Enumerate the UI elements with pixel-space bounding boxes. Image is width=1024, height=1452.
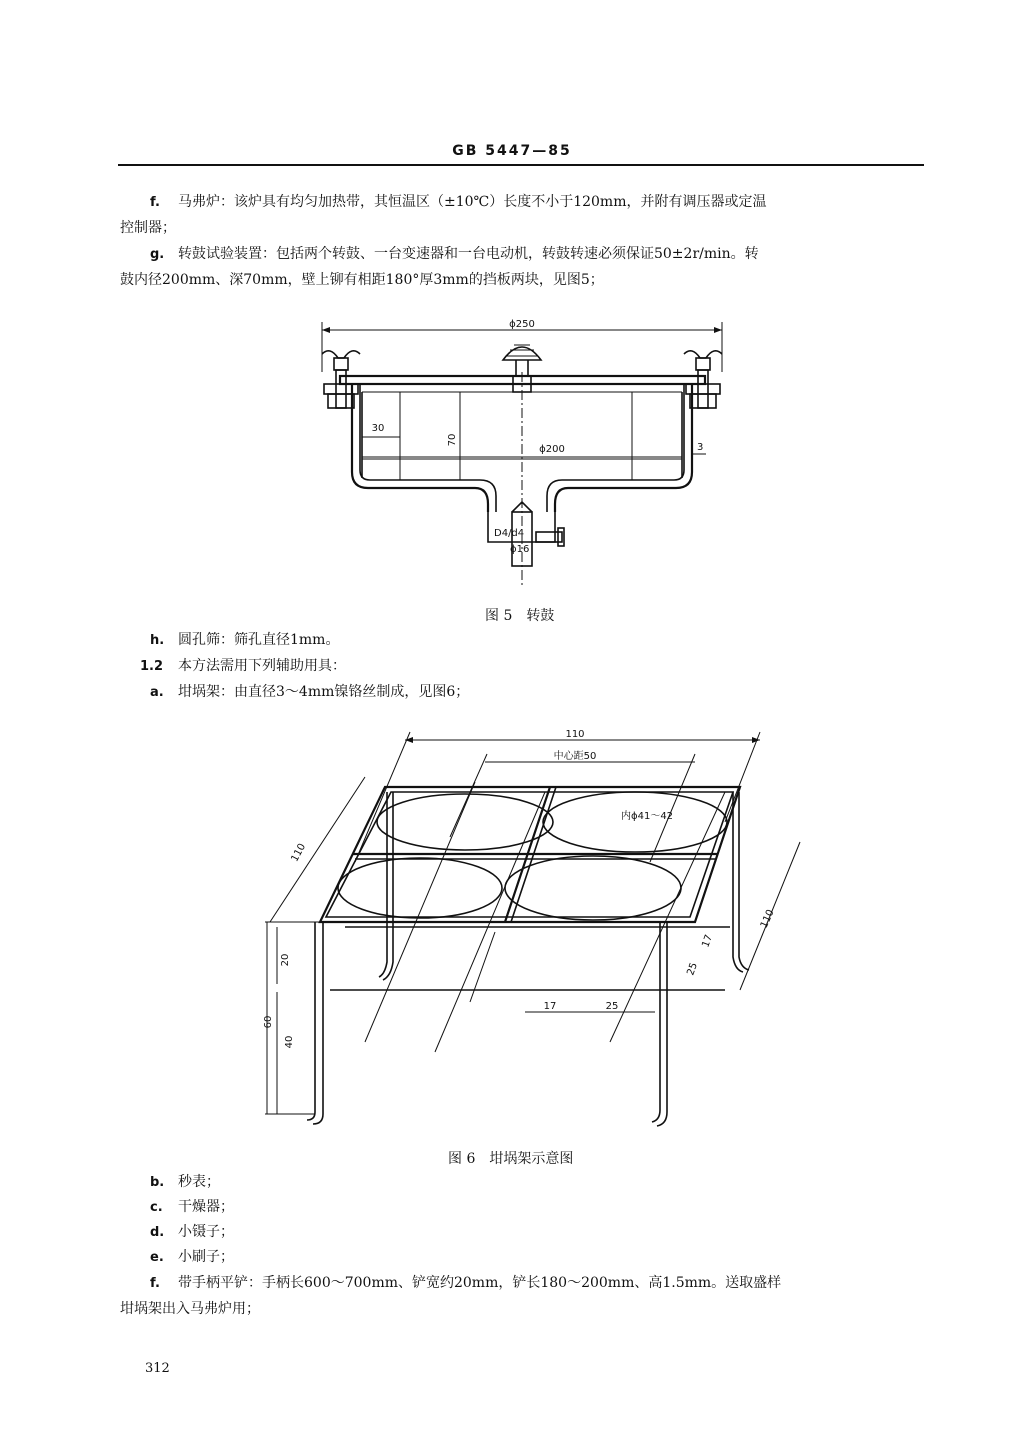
dim-label-3: 3: [697, 442, 704, 453]
item-c-desiccator: [150, 1200, 234, 1214]
drum-body-left: [352, 384, 488, 512]
page-header: GB 5447—85: [452, 143, 572, 159]
item-text: 转鼓试验装置：包括两个转鼓、一台变速器和一台电动机，转鼓转速必须保证50±2r/min。转: [178, 246, 759, 262]
item-f-shovel-cont: 坩埚架出入马弗炉用；: [120, 1301, 260, 1317]
dim-label-250: ϕ250: [509, 319, 535, 330]
item-text: 马弗炉：该炉具有均匀加热带，其恒温区（±10℃）长度不小于120mm，并附有调压器或定温: [178, 194, 767, 210]
dim-label-110-top: 110: [565, 729, 585, 740]
item-a-crucible-rack: [150, 685, 469, 699]
item-text: 小镊子；: [178, 1224, 234, 1240]
dim-label-60: 60: [263, 1015, 274, 1029]
item-text: 小刷子；: [178, 1249, 234, 1265]
item-d-tweezers: [150, 1225, 234, 1239]
item-text: 秒表；: [178, 1174, 220, 1190]
dim-label-center-distance: 中心距50: [553, 751, 597, 762]
dim-label-110-left: 110: [289, 841, 309, 864]
dim-label-70: 70: [447, 433, 458, 447]
item-text: 坩埚架：由直径3～4mm镍铬丝制成，见图6；: [178, 684, 470, 700]
dim-label-17-bottom: 17: [543, 1001, 557, 1012]
figure-5-caption: 图 5 转鼓: [485, 608, 555, 624]
item-label: b.: [150, 1175, 165, 1190]
item-label: a.: [150, 685, 164, 700]
wing-nut-left: [322, 351, 360, 358]
dim-label-25-bottom: 25: [605, 1001, 619, 1012]
item-h-sieve: [150, 633, 339, 647]
item-text: 圆孔筛：筛孔直径1mm。: [178, 632, 340, 648]
figure-6-caption: 图 6 坩埚架示意图: [448, 1151, 574, 1167]
lid-knob: [503, 347, 541, 360]
dim-label-30: 30: [371, 423, 385, 434]
crucible-ring-4: [505, 856, 681, 920]
dim-label-ring-dia: 内ϕ41～42: [621, 811, 674, 822]
dim-label-200: ϕ200: [539, 444, 565, 455]
section-1-2: [140, 659, 346, 673]
section-text: 本方法需用下列辅助用具：: [178, 658, 346, 674]
item-label: f.: [150, 195, 160, 210]
dim-label-20: 20: [280, 953, 291, 967]
item-text: 带手柄平铲：手柄长600～700mm、铲宽约20mm，铲长180～200mm、高1.5mm。送取盛样: [178, 1275, 782, 1291]
page-number: 312: [145, 1361, 170, 1376]
item-label: f.: [150, 1276, 160, 1291]
crucible-ring-2: [543, 792, 727, 852]
item-label: e.: [150, 1250, 164, 1265]
item-f-furnace-cont: 控制器；: [120, 220, 176, 236]
dim-label-17-right: 17: [700, 933, 715, 950]
item-label: d.: [150, 1225, 165, 1240]
item-e-brush: [150, 1250, 234, 1264]
item-label: h.: [150, 633, 165, 648]
dim-label-25-right: 25: [685, 961, 700, 978]
dim-label-fit: D4/d4: [494, 528, 525, 539]
item-g-drum-cont: 鼓内径200mm、深70mm，壁上铆有相距180°厚3mm的挡板两块，见图5；: [120, 272, 604, 288]
item-g-drum: [150, 247, 759, 261]
section-number: 1.2: [140, 659, 164, 674]
dim-label-16: ϕ16: [510, 544, 530, 555]
item-f-shovel: [150, 1276, 781, 1290]
header-rule: [118, 164, 924, 166]
wing-nut-right: [684, 351, 722, 358]
crucible-ring-3: [338, 858, 502, 918]
figure-6-crucible-rack-drawing: [255, 722, 815, 1127]
item-label: c.: [150, 1200, 163, 1215]
dim-label-110-right: 110: [758, 908, 777, 930]
figure-5-drum-drawing: [300, 312, 740, 602]
item-label: g.: [150, 247, 165, 262]
item-b-stopwatch: [150, 1175, 220, 1189]
drum-body-right: [555, 384, 692, 512]
dim-label-40: 40: [284, 1035, 295, 1049]
item-text: 干燥器；: [178, 1199, 234, 1215]
item-f-furnace: [150, 195, 766, 209]
